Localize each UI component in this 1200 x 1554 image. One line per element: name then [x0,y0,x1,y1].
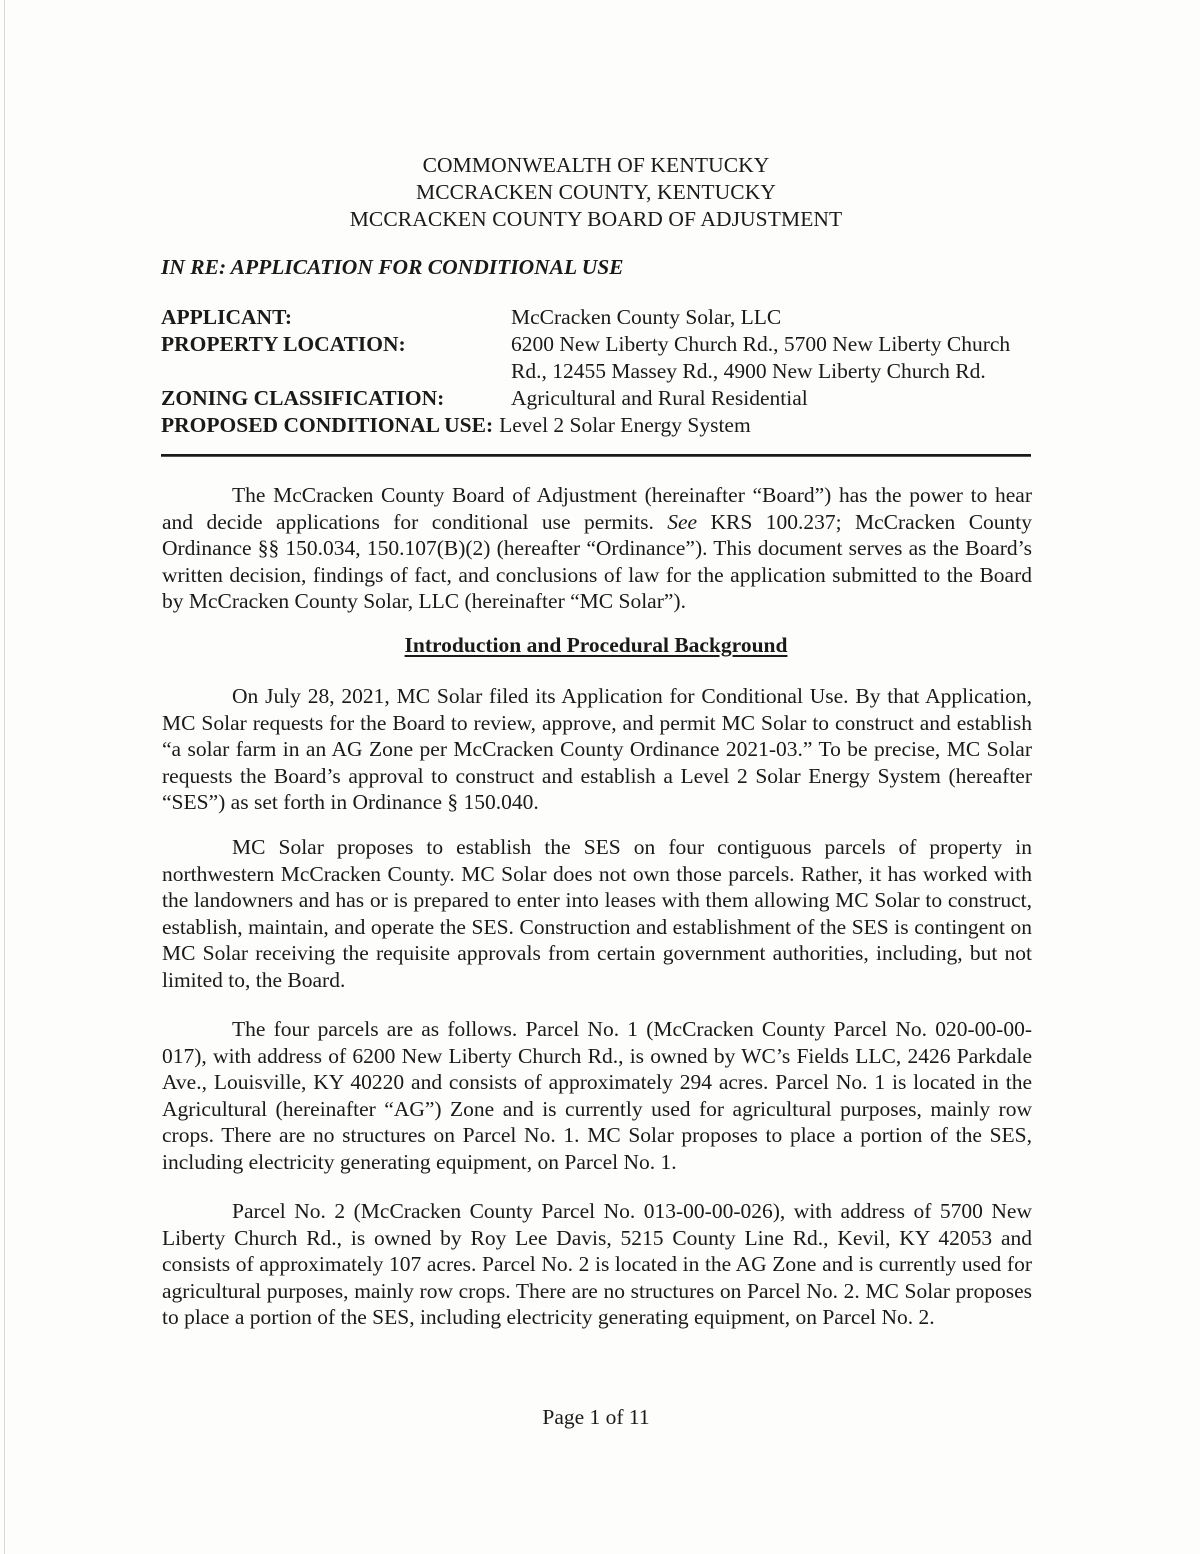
applicant-value: McCracken County Solar, LLC [511,305,782,329]
paragraph-application-filed: On July 28, 2021, MC Solar filed its Application for Conditional Use. By that Application, MC Solar requests for the Board to review, approve, and permit MC Solar to construct and establish “a solar farm in an AG Zone per McCracken County Ordinance 2021-03.” To be precise, MC Solar requests the Board’s approval to construct and establish a Level 2 Solar Energy System (hereafter “SES”) as set forth in Ordinance § 150.040. [162,684,1032,815]
paragraph-parcel-1: The four parcels are as follows. Parcel No. 1 (McCracken County Parcel No. 020-00-00-017), with address of 6200 New Liberty Church Rd., is owned by WC’s Fields LLC, 2426 Parkdale Ave., Louisville, KY 40220 and consists of approximately 294 acres. Parcel No. 1 is located in the Agricultural (hereinafter “AG”) Zone and is currently used for agricultural purposes, mainly row crops. There are no structures on Parcel No. 1. MC Solar proposes to place a portion of the SES, including electricity generating equipment, on Parcel No. 1. [162,1017,1032,1174]
property-location-label: PROPERTY LOCATION: [161,332,406,356]
header-line-county: MCCRACKEN COUNTY, KENTUCKY [416,180,776,204]
intro-see-signal: See [667,509,698,534]
divider-rule [161,454,1031,457]
intro-text-part2: KRS 100.237; McCracken County Ordinance §§ 150.034, 150.107(B)(2) (hereafter “Ordinance”). This document serves as the Board’s written decision, findings of fact, and conclusions of law for the application submitted to the Board by McCracken County Solar, LLC (hereinafter “MC Solar”). [162,509,1033,614]
proposed-use-value: Level 2 Solar Energy System [499,413,751,437]
section-heading-text: Introduction and Procedural Background [404,633,788,657]
proposed-use-row [161,412,1041,439]
property-location-row [161,331,1041,385]
intro-text-part1: The McCracken County Board of Adjustment (hereinafter “Board”) has the power to hear and decide applications for conditional use permits. [162,483,1032,534]
header-line-commonwealth: COMMONWEALTH OF KENTUCKY [422,153,770,177]
header-line-board: MCCRACKEN COUNTY BOARD OF ADJUSTMENT [349,207,843,231]
case-title: IN RE: APPLICATION FOR CONDITIONAL USE [161,255,624,279]
paragraph-parcels-overview: MC Solar proposes to establish the SES on four contiguous parcels of property in northwestern McCracken County. MC Solar does not own those parcels. Rather, it has worked with the landowners and has or is prepared to enter into leases with them allowing MC Solar to construct, establish, maintain, and operate the SES. Construction and establishment of the SES is contingent on MC Solar receiving the requisite approvals from certain government authorities, including, but not limited to, the Board. [162,835,1032,992]
page-number: Page 1 of 11 [542,1405,650,1429]
paragraph-parcel-2: Parcel No. 2 (McCracken County Parcel No. 013-00-00-026), with address of 5700 New Liberty Church Rd., is owned by Roy Lee Davis, 5215 County Line Rd., Kevil, KY 42053 and consists of approximately 107 acres. Parcel No. 2 is located in the AG Zone and is currently used for agricultural purposes, mainly row crops. There are no structures on Parcel No. 2. MC Solar proposes to place a portion of the SES, including electricity generating equipment, on Parcel No. 2. [162,1199,1032,1330]
document-header [160,152,1032,233]
scan-edge-line [4,0,5,1554]
application-info [161,304,1041,439]
zoning-label: ZONING CLASSIFICATION: [161,386,445,410]
section-heading [160,633,1032,658]
intro-paragraph [162,482,1032,615]
zoning-value: Agricultural and Rural Residential [511,386,808,410]
applicant-row [161,304,1041,331]
zoning-row [161,385,1041,412]
proposed-use-label: PROPOSED CONDITIONAL USE: [161,413,494,437]
applicant-label: APPLICANT: [161,305,292,329]
property-location-value: 6200 New Liberty Church Rd., 5700 New Liberty Church Rd., 12455 Massey Rd., 4900 New Liberty Church Rd. [511,332,1011,383]
